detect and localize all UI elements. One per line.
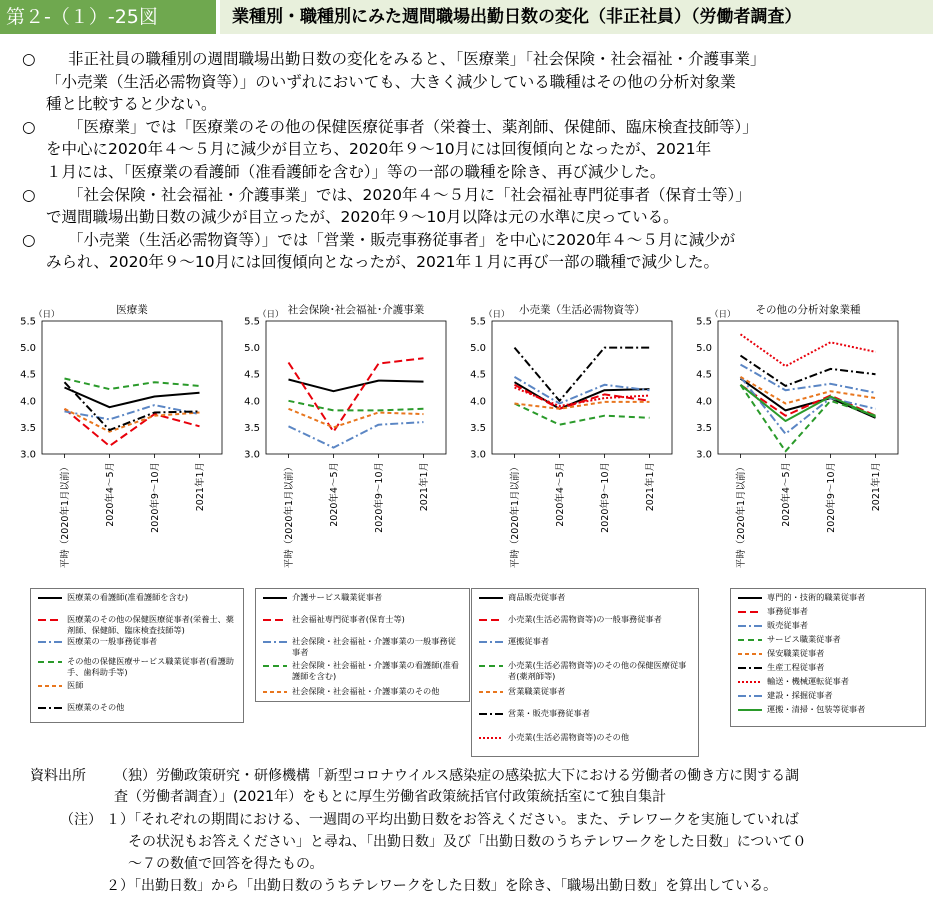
y-tick-label: 4.5 xyxy=(470,369,486,381)
series-line xyxy=(741,385,876,452)
legend-swatch xyxy=(737,609,763,615)
x-tick-label: 2021年1月 xyxy=(871,462,882,512)
summary-line: を中心に2020年４～５月に減少が目立ち、2020年９～10月には回復傾向となったが、2021年 xyxy=(46,140,712,159)
y-tick-label: 5.0 xyxy=(244,343,260,355)
legend-label: その他の保健医療サービス職業従事者(看護助手、歯科助手等) xyxy=(67,656,234,677)
x-tick-label: 2020年9～10月 xyxy=(600,462,611,533)
series-line xyxy=(289,422,424,448)
legend-label: 社会保険・社会福祉・介護事業の一般事務従事者 xyxy=(292,636,456,657)
y-tick-label: 3.0 xyxy=(20,449,36,461)
legend-entry xyxy=(37,636,237,658)
summary-line: 「小売業（生活必需物資等）」のいずれにおいても、大きく減少している職種はその他の分析対象業 xyxy=(46,72,736,91)
series-line xyxy=(289,401,424,411)
plot-frame xyxy=(266,321,446,454)
legend-label: 介護サービス職業従事者 xyxy=(292,592,383,602)
chart-1 xyxy=(20,303,222,568)
y-unit-label: （日） xyxy=(484,310,510,320)
series-line xyxy=(289,409,424,428)
note-1-line-2: その状況もお答えください」と尋ね、「出勤日数」及び「出勤日数のうちテレワークをした日数」について０ xyxy=(128,834,807,850)
series-line xyxy=(65,382,200,430)
legend-swatch xyxy=(37,705,63,711)
chart-title: 医療業 xyxy=(116,304,148,316)
legend-entry xyxy=(37,656,237,678)
y-tick-label: 4.0 xyxy=(244,396,260,408)
y-tick-label: 3.5 xyxy=(470,422,486,434)
summary-line: 「社会保険・社会福祉・介護事業」では、2020年４～５月に「社会福祉専門従事者（保育士等）」 xyxy=(68,185,751,204)
x-tick-label: 平時（2020年1月以前） xyxy=(284,462,295,569)
legend-swatch xyxy=(262,617,288,623)
summary-line: で週間職場出勤日数の減少が目立ったが、2020年９～10月以降は元の水準に戻っている。 xyxy=(46,208,679,227)
summary-item xyxy=(22,229,922,274)
series-line xyxy=(515,402,650,409)
y-tick-label: 5.5 xyxy=(244,316,260,328)
legend-swatch xyxy=(478,689,504,695)
legend-swatch xyxy=(737,693,763,699)
series-line xyxy=(65,388,200,408)
x-tick-label: 2021年1月 xyxy=(645,462,656,512)
legend-label: 社会保険・社会福祉・介護事業のその他 xyxy=(292,686,440,696)
source-line-2: 査（労働者調査）」(2021年）をもとに厚生労働省政策統括官付政策統括室にて独自集計 xyxy=(114,789,667,805)
summary-item xyxy=(22,48,922,116)
legend-swatch xyxy=(737,679,763,685)
legend-label: 社会保険・社会福祉・介護事業の看護師(准看護師を含む) xyxy=(292,660,459,681)
y-tick-label: 5.5 xyxy=(696,316,712,328)
series-line xyxy=(65,405,200,419)
y-unit-label: （日） xyxy=(34,310,60,320)
legend-swatch xyxy=(737,595,763,601)
legend-swatch xyxy=(478,711,504,717)
legend-label: 小売業(生活必需物資等)のその他 xyxy=(508,732,630,742)
legend-entry xyxy=(262,636,463,658)
legend-label: 医療業のその他 xyxy=(67,702,125,712)
series-line xyxy=(65,379,200,390)
chart-2 xyxy=(244,303,446,568)
legend-swatch xyxy=(262,595,288,601)
legend-entry xyxy=(478,660,692,682)
legend-label: 営業職業従事者 xyxy=(508,686,566,696)
x-tick-label: 平時（2020年1月以前） xyxy=(736,462,747,569)
note-label: （注） xyxy=(60,812,102,828)
y-tick-label: 3.5 xyxy=(696,422,712,434)
legend-entry xyxy=(37,592,237,614)
series-line xyxy=(741,356,876,386)
x-tick-label: 平時（2020年1月以前） xyxy=(510,462,521,569)
series-line xyxy=(741,334,876,366)
summary-text xyxy=(22,48,922,274)
legend-2 xyxy=(255,588,470,702)
bullet-mark: ○ xyxy=(22,117,36,136)
legend-label: 輸送・機械運転従事者 xyxy=(767,676,849,686)
legend-entry xyxy=(262,614,463,636)
y-tick-label: 3.5 xyxy=(20,422,36,434)
chart-title: 小売業（生活必需物資等） xyxy=(519,304,645,316)
summary-line: 種と比較すると少ない。 xyxy=(46,95,217,114)
legend-entry xyxy=(478,708,692,730)
figure-title: 業種別・職種別にみた週間職場出勤日数の変化（非正社員）（労働者調査） xyxy=(220,0,933,34)
legend-swatch xyxy=(478,617,504,623)
y-tick-label: 3.0 xyxy=(696,449,712,461)
legend-entry xyxy=(262,686,463,708)
legend-3 xyxy=(471,588,699,757)
legend-swatch xyxy=(37,617,63,623)
series-line xyxy=(289,380,424,392)
x-tick-label: 2020年4～5月 xyxy=(329,462,340,527)
legend-swatch xyxy=(37,639,63,645)
legend-label: 小売業(生活必需物資等)のその他の保健医療従事者(薬剤師等) xyxy=(508,660,687,681)
chart-title: その他の分析対象業種 xyxy=(755,304,861,316)
legend-label: 運搬・清掃・包装等従事者 xyxy=(767,704,866,714)
legend-entry xyxy=(478,614,692,636)
x-tick-label: 2020年4～5月 xyxy=(781,462,792,527)
y-tick-label: 5.0 xyxy=(20,343,36,355)
legend-swatch xyxy=(37,683,63,689)
legend-label: サービス職業従事者 xyxy=(767,634,841,644)
y-tick-label: 5.0 xyxy=(470,343,486,355)
note-1-line-3: ～７の数値で回答を得たもの。 xyxy=(128,856,324,872)
legend-swatch xyxy=(737,651,763,657)
legend-entry xyxy=(478,732,692,754)
y-tick-label: 3.5 xyxy=(244,422,260,434)
series-line xyxy=(515,404,650,425)
x-tick-label: 2021年1月 xyxy=(195,462,206,512)
x-tick-label: 2021年1月 xyxy=(419,462,430,512)
legend-swatch xyxy=(737,707,763,713)
series-line xyxy=(515,348,650,401)
legend-swatch xyxy=(37,659,63,665)
legend-label: 保安職業従事者 xyxy=(767,648,825,658)
legend-label: 社会福祉専門従事者(保育士等) xyxy=(292,614,405,624)
bullet-mark: ○ xyxy=(22,230,36,249)
legend-swatch xyxy=(262,663,288,669)
y-tick-label: 4.5 xyxy=(244,369,260,381)
chart-4 xyxy=(696,303,898,568)
legend-entry xyxy=(478,686,692,708)
y-tick-label: 5.5 xyxy=(470,316,486,328)
source-label: 資料出所 xyxy=(30,768,86,784)
legend-label: 営業・販売事務従事者 xyxy=(508,708,590,718)
summary-line: 「医療業」では「医療業のその他の保健医療従事者（栄養士、薬剤師、保健師、臨床検査技師等）」 xyxy=(68,117,758,136)
y-unit-label: （日） xyxy=(258,310,284,320)
y-tick-label: 5.5 xyxy=(20,316,36,328)
legend-swatch xyxy=(737,637,763,643)
legend-swatch xyxy=(737,623,763,629)
legend-label: 小売業(生活必需物資等)の一般事務従事者 xyxy=(508,614,662,624)
bullet-mark: ○ xyxy=(22,185,36,204)
y-unit-label: （日） xyxy=(710,310,736,320)
figure-header xyxy=(0,0,933,34)
legend-label: 生産工程従事者 xyxy=(767,662,825,672)
y-tick-label: 3.0 xyxy=(244,449,260,461)
x-tick-label: 平時（2020年1月以前） xyxy=(60,462,71,569)
legend-swatch xyxy=(737,665,763,671)
y-tick-label: 4.0 xyxy=(470,396,486,408)
y-tick-label: 5.0 xyxy=(696,343,712,355)
legend-label: 運搬従事者 xyxy=(508,636,549,646)
legend-entry xyxy=(478,592,692,614)
legend-label: 販売従事者 xyxy=(767,620,808,630)
source-line-1: （独）労働政策研究・研修機構「新型コロナウイルス感染症の感染拡大下における労働者の働き方に関する調 xyxy=(114,768,800,784)
legend-label: 医療業のその他の保健医療従事者(栄養士、薬剤師、保健師、臨床検査技師等) xyxy=(67,614,234,635)
x-tick-label: 2020年4～5月 xyxy=(555,462,566,527)
summary-item xyxy=(22,116,922,184)
y-tick-label: 4.5 xyxy=(696,369,712,381)
figure-id: 第２-（１）-25図 xyxy=(0,0,216,34)
legend-entry xyxy=(37,614,237,636)
legend-entry xyxy=(37,680,237,702)
chart-title: 社会保険･社会福祉･介護事業 xyxy=(287,304,425,316)
legend-swatch xyxy=(37,595,63,601)
y-tick-label: 4.0 xyxy=(696,396,712,408)
summary-line: 非正社員の職種別の週間職場出勤日数の変化をみると、「医療業」「社会保険・社会福祉・介護事業」 xyxy=(68,50,766,68)
legend-1 xyxy=(30,588,244,723)
x-tick-label: 2020年9～10月 xyxy=(374,462,385,533)
legend-swatch xyxy=(478,595,504,601)
legend-entry xyxy=(737,704,919,726)
y-tick-label: 4.0 xyxy=(20,396,36,408)
summary-line: １月には、「医療業の看護師（准看護師を含む）」等の一部の職種を除き、再び減少した。 xyxy=(46,162,666,181)
bullet-mark: ○ xyxy=(22,50,36,68)
legend-swatch xyxy=(478,663,504,669)
legend-swatch xyxy=(262,689,288,695)
legend-label: 建設・採掘従事者 xyxy=(767,690,833,700)
x-tick-label: 2020年9～10月 xyxy=(826,462,837,533)
legend-entry xyxy=(262,660,463,682)
summary-line: 「小売業（生活必需物資等）」では「営業・販売事務従事者」を中心に2020年４～５月に減少が xyxy=(68,230,736,249)
x-tick-label: 2020年4～5月 xyxy=(105,462,116,527)
summary-item xyxy=(22,184,922,229)
legend-entry xyxy=(478,636,692,658)
legend-entry xyxy=(37,702,237,724)
x-tick-label: 2020年9～10月 xyxy=(150,462,161,533)
legend-swatch xyxy=(478,639,504,645)
note-1-line-1: １）「それぞれの期間における、一週間の平均出勤日数をお答えください。また、テレワークを実施していれば xyxy=(106,812,799,828)
chart-3 xyxy=(470,303,672,568)
legend-swatch xyxy=(262,639,288,645)
legend-label: 医師 xyxy=(67,680,84,690)
summary-line: みられ、2020年９～10月には回復傾向となったが、2021年１月に再び一部の職種で減少した。 xyxy=(46,253,720,272)
legend-label: 商品販売従事者 xyxy=(508,592,566,602)
legend-entry xyxy=(262,592,463,614)
legend-swatch xyxy=(478,735,504,741)
legend-label: 専門的・技術的職業従事者 xyxy=(767,592,866,602)
legend-label: 医療業の一般事務従事者 xyxy=(67,636,158,646)
y-tick-label: 3.0 xyxy=(470,449,486,461)
legend-label: 事務従事者 xyxy=(767,606,808,616)
y-tick-label: 4.5 xyxy=(20,369,36,381)
note-2: ２）「出勤日数」から「出勤日数のうちテレワークをした日数」を除き、「職場出勤日数」を算出している。 xyxy=(106,878,778,894)
legend-4 xyxy=(730,588,926,727)
legend-label: 医療業の看護師(准看護師を含む) xyxy=(67,592,189,602)
